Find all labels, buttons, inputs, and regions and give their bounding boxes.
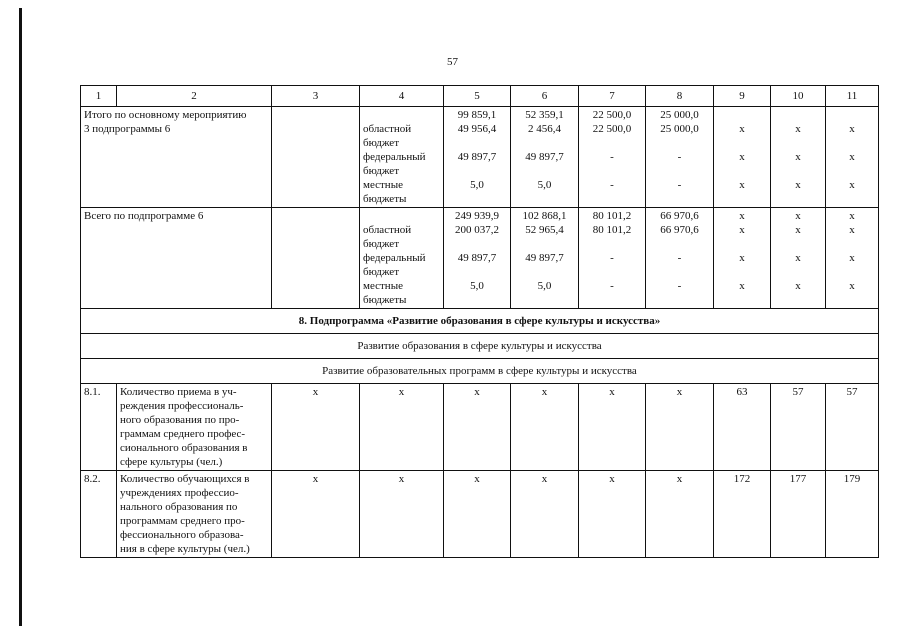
- header-cell: 4: [360, 86, 444, 107]
- source-line: бюджеты: [363, 193, 407, 205]
- value-line: 25 000,0: [660, 109, 699, 121]
- header-cell: 9: [714, 86, 771, 107]
- value-line: х: [849, 280, 855, 292]
- value-line: х: [739, 123, 745, 135]
- value-line: х: [739, 280, 745, 292]
- indicator-label: [117, 471, 272, 558]
- header-cell: 3: [272, 86, 360, 107]
- subsection-header-row: [81, 359, 879, 384]
- value-line: х: [795, 210, 801, 222]
- value-line: 2 456,4: [528, 123, 561, 135]
- value-line: 52 359,1: [525, 109, 564, 121]
- section-header-row: [81, 309, 879, 334]
- value-cell-col7: [579, 208, 646, 309]
- value-line: 5,0: [470, 280, 484, 292]
- source-line: бюджет: [363, 238, 399, 250]
- value-line: 102 868,1: [522, 210, 567, 222]
- value-line: 25 000,0: [660, 123, 699, 135]
- value-cell-col10: [771, 208, 826, 309]
- value-cell: 57: [826, 384, 879, 471]
- label-line: учреждениях профессио-: [120, 487, 239, 499]
- source-line: бюджет: [363, 137, 399, 149]
- value-cell-col5: [444, 208, 511, 309]
- value-cell: х: [444, 471, 511, 558]
- value-line: х: [739, 210, 745, 222]
- indicator-row: [81, 384, 879, 471]
- value-line: х: [849, 210, 855, 222]
- value-line: [582, 237, 642, 251]
- value-line: [447, 265, 507, 279]
- indicator-row: [81, 471, 879, 558]
- value-line: 49 897,7: [457, 252, 497, 264]
- header-cell: 8: [646, 86, 714, 107]
- summary-row-event-total: [81, 107, 879, 208]
- value-cell: 179: [826, 471, 879, 558]
- source-line: бюджет: [363, 266, 399, 278]
- value-line: [649, 136, 710, 150]
- empty-cell: [272, 208, 360, 309]
- value-line: 22 500,0: [592, 109, 632, 121]
- value-cell: х: [444, 384, 511, 471]
- empty-cell: [272, 107, 360, 208]
- subsection-title: Развитие образовательных программ в сфере культуры и искусства: [81, 359, 879, 384]
- value-line: х: [739, 252, 745, 264]
- label-line: сфере культуры (чел.): [120, 456, 223, 468]
- value-line: 49 956,4: [457, 123, 497, 135]
- value-line: х: [849, 151, 855, 163]
- value-line: [514, 192, 575, 206]
- value-line: [829, 192, 875, 206]
- row-index: 8.1.: [81, 384, 117, 471]
- value-line: 49 897,7: [525, 252, 564, 264]
- value-line: -: [610, 151, 614, 163]
- value-line: х: [795, 179, 801, 191]
- value-line: 5,0: [470, 179, 484, 191]
- value-line: [717, 265, 767, 279]
- subsection-header-row: [81, 334, 879, 359]
- value-line: х: [795, 224, 801, 236]
- value-cell-col7: [579, 107, 646, 208]
- source-line: [363, 209, 440, 223]
- value-line: [829, 136, 875, 150]
- value-line: [582, 293, 642, 307]
- source-line: федеральный: [363, 151, 426, 163]
- page-number: 57: [447, 56, 458, 68]
- summary-title-line: Всего по подпрограмме 6: [84, 210, 204, 222]
- value-cell-col11: [826, 208, 879, 309]
- label-line: Количество обучающихся в: [120, 473, 250, 485]
- header-cell: 10: [771, 86, 826, 107]
- value-line: [717, 136, 767, 150]
- source-line: областной: [363, 123, 412, 135]
- summary-title-cell: [81, 107, 272, 208]
- value-cell: х: [511, 384, 579, 471]
- label-line: фессионального образова-: [120, 529, 244, 541]
- value-line: [717, 293, 767, 307]
- header-cell: 5: [444, 86, 511, 107]
- summary-row-subprogram-total: [81, 208, 879, 309]
- value-line: [649, 265, 710, 279]
- value-line: [447, 237, 507, 251]
- value-line: [774, 192, 822, 206]
- value-line: 200 037,2: [455, 224, 499, 236]
- value-cell-col9: [714, 208, 771, 309]
- funding-source-cell: [360, 208, 444, 309]
- label-line: реждения профессиональ-: [120, 400, 244, 412]
- section-title: 8. Подпрограмма «Развитие образования в сфере культуры и искусства»: [81, 309, 879, 334]
- value-line: х: [795, 151, 801, 163]
- value-cell: 177: [771, 471, 826, 558]
- value-line: [582, 265, 642, 279]
- header-cell: 11: [826, 86, 879, 107]
- value-line: х: [849, 224, 855, 236]
- value-cell: х: [272, 471, 360, 558]
- value-line: [649, 164, 710, 178]
- value-line: -: [677, 151, 682, 163]
- header-row: [81, 86, 879, 107]
- value-line: х: [795, 252, 801, 264]
- summary-title-line: Итого по основному мероприятию: [84, 109, 247, 121]
- value-line: [514, 164, 575, 178]
- value-line: [717, 192, 767, 206]
- source-line: местные: [363, 179, 403, 191]
- value-cell: 57: [771, 384, 826, 471]
- value-line: [582, 164, 642, 178]
- value-line: 249 939,9: [455, 210, 499, 222]
- row-index: 8.2.: [81, 471, 117, 558]
- value-line: [774, 108, 822, 122]
- header-cell: 2: [117, 86, 272, 107]
- value-line: [829, 164, 875, 178]
- value-cell-col10: [771, 107, 826, 208]
- value-cell: х: [579, 384, 646, 471]
- value-line: [514, 265, 575, 279]
- budget-table: [80, 85, 879, 558]
- value-cell-col11: [826, 107, 879, 208]
- value-line: [829, 293, 875, 307]
- value-line: [514, 136, 575, 150]
- value-line: х: [849, 179, 855, 191]
- value-line: 66 970,6: [660, 210, 699, 222]
- value-line: [649, 293, 710, 307]
- value-line: -: [677, 179, 682, 191]
- label-line: граммам среднего профес-: [120, 428, 246, 440]
- value-line: 66 970,6: [660, 224, 699, 236]
- label-line: Количество приема в уч-: [120, 386, 237, 398]
- value-line: [514, 293, 575, 307]
- value-line: х: [849, 252, 855, 264]
- value-cell: 172: [714, 471, 771, 558]
- source-line: областной: [363, 224, 412, 236]
- value-line: [774, 237, 822, 251]
- value-cell-col6: [511, 107, 579, 208]
- value-line: х: [739, 151, 745, 163]
- value-line: -: [677, 252, 682, 264]
- indicator-label: [117, 384, 272, 471]
- value-cell-col8: [646, 208, 714, 309]
- value-line: [447, 293, 507, 307]
- value-line: 49 897,7: [525, 151, 564, 163]
- value-line: 49 897,7: [457, 151, 497, 163]
- summary-title-line: 3 подпрограммы 6: [84, 123, 171, 135]
- value-line: [774, 136, 822, 150]
- value-line: [582, 136, 642, 150]
- label-line: ния в сфере культуры (чел.): [120, 543, 250, 555]
- label-line: сионального образования в: [120, 442, 248, 454]
- value-cell-col6: [511, 208, 579, 309]
- value-line: [829, 108, 875, 122]
- label-line: программам среднего про-: [120, 515, 245, 527]
- value-line: [829, 237, 875, 251]
- value-line: -: [677, 280, 682, 292]
- value-cell-col8: [646, 107, 714, 208]
- value-cell: х: [360, 471, 444, 558]
- value-line: х: [739, 224, 745, 236]
- funding-source-cell: [360, 107, 444, 208]
- value-line: [717, 108, 767, 122]
- value-cell: х: [511, 471, 579, 558]
- value-line: [717, 164, 767, 178]
- source-line: бюджеты: [363, 294, 407, 306]
- value-line: х: [849, 123, 855, 135]
- value-cell: х: [646, 384, 714, 471]
- source-line: федеральный: [363, 252, 426, 264]
- value-cell: х: [646, 471, 714, 558]
- value-line: 80 101,2: [592, 224, 632, 236]
- value-cell-col5: [444, 107, 511, 208]
- value-line: [774, 293, 822, 307]
- value-line: х: [795, 280, 801, 292]
- source-line: [363, 108, 440, 122]
- value-line: [514, 237, 575, 251]
- source-line: местные: [363, 280, 403, 292]
- value-line: [717, 237, 767, 251]
- value-line: [774, 265, 822, 279]
- value-cell: х: [272, 384, 360, 471]
- value-line: [582, 192, 642, 206]
- value-cell-col9: [714, 107, 771, 208]
- label-line: ного образования по про-: [120, 414, 240, 426]
- header-cell: 6: [511, 86, 579, 107]
- value-line: х: [739, 179, 745, 191]
- value-cell: х: [579, 471, 646, 558]
- value-cell: 63: [714, 384, 771, 471]
- value-line: [649, 237, 710, 251]
- value-line: 22 500,0: [592, 123, 632, 135]
- value-line: х: [795, 123, 801, 135]
- value-line: [829, 265, 875, 279]
- header-cell: 1: [81, 86, 117, 107]
- label-line: нального образования по: [120, 501, 238, 513]
- value-line: [447, 192, 507, 206]
- value-line: -: [610, 280, 614, 292]
- subsection-title: Развитие образования в сфере культуры и искусства: [81, 334, 879, 359]
- value-line: 99 859,1: [457, 109, 497, 121]
- value-line: 5,0: [537, 179, 552, 191]
- scan-edge: [19, 8, 22, 626]
- value-line: 52 965,4: [525, 224, 564, 236]
- value-line: -: [610, 252, 614, 264]
- value-line: 80 101,2: [592, 210, 632, 222]
- value-line: [447, 136, 507, 150]
- value-cell: х: [360, 384, 444, 471]
- value-line: [774, 164, 822, 178]
- value-line: [447, 164, 507, 178]
- summary-title-cell: [81, 208, 272, 309]
- source-line: бюджет: [363, 165, 399, 177]
- value-line: [649, 192, 710, 206]
- value-line: 5,0: [537, 280, 552, 292]
- header-cell: 7: [579, 86, 646, 107]
- value-line: -: [610, 179, 614, 191]
